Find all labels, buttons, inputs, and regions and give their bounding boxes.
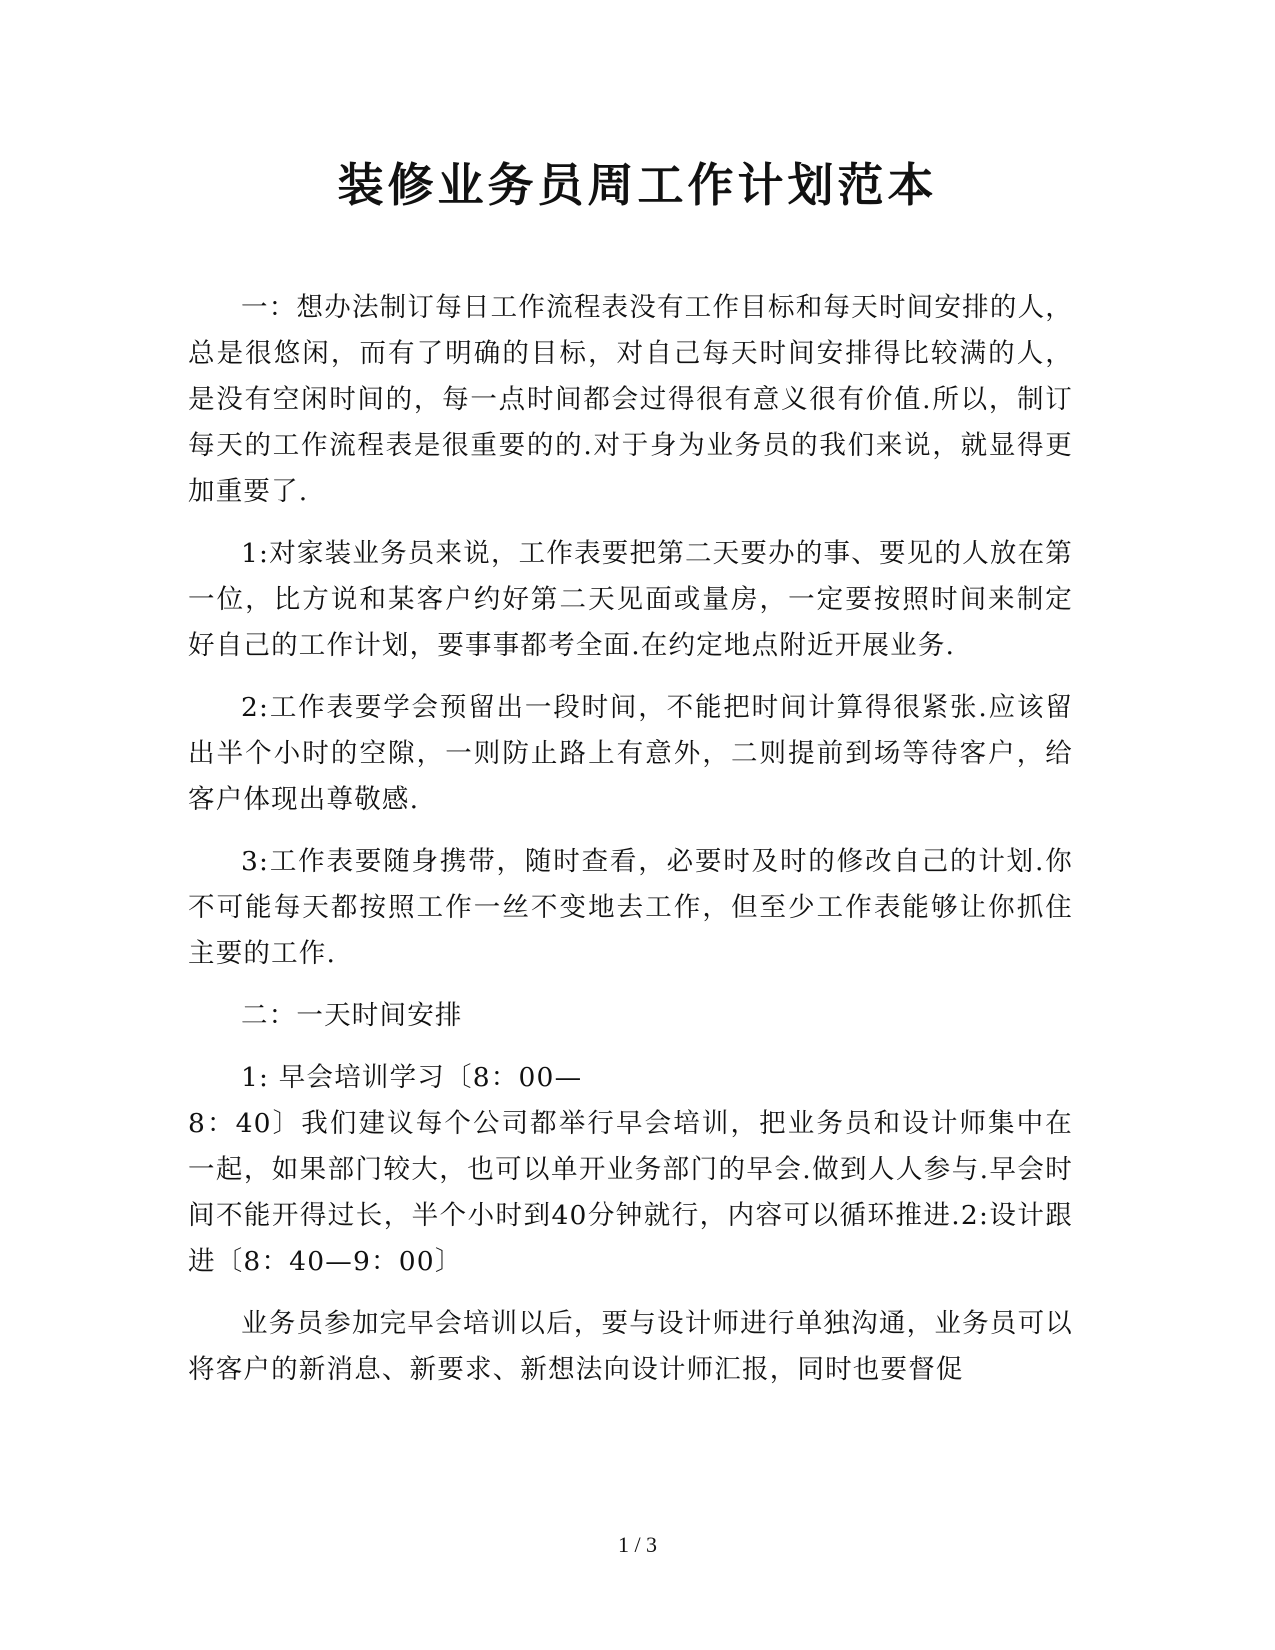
page-number: 1 / 3 <box>617 1532 658 1557</box>
paragraph-point-3: 3:工作表要随身携带，随时查看，必要时及时的修改自己的计划.你不可能每天都按照工作一丝不变地去工作，但至少工作表能够让你抓住主要的工作. <box>188 846 1073 969</box>
paragraph-morning-meeting: 8：40〕我们建议每个公司都举行早会培训，把业务员和设计师集中在一起，如果部门较大，也可以单开业务部门的早会.做到人人参与.早会时间不能开得过长，半个小时到40分钟就行，内容可以循环推进.2:设计跟进〔8：40—9：00〕 <box>188 1108 1073 1277</box>
paragraph-morning-meeting-start: 1: 早会培训学习〔8：00— <box>241 1062 583 1093</box>
section-two-heading: 二：一天时间安排 <box>241 1000 463 1031</box>
document-title: 装修业务员周工作计划范本 <box>337 158 938 212</box>
paragraph-point-2: 2:工作表要学会预留出一段时间，不能把时间计算得很紧张.应该留出半个小时的空隙，一则防止路上有意外，二则提前到场等待客户，给客户体现出尊敬感. <box>188 692 1073 815</box>
paragraph-point-1: 1:对家装业务员来说，工作表要把第二天要办的事、要见的人放在第一位，比方说和某客户约好第二天见面或量房，一定要按照时间来制定好自己的工作计划，要事事都考全面.在约定地点附近开展业务. <box>188 538 1073 661</box>
paragraph-design-follow-up: 业务员参加完早会培训以后，要与设计师进行单独沟通，业务员可以将客户的新消息、新要求、新想法向设计师汇报，同时也要督促 <box>188 1308 1073 1385</box>
document-body <box>188 285 1073 1409</box>
paragraph-section-one: 一：想办法制订每日工作流程表没有工作目标和每天时间安排的人，总是很悠闲，而有了明确的目标，对自己每天时间安排得比较满的人，是没有空闲时间的，每一点时间都会过得很有意义很有价值.所以，制订每天的工作流程表是很重要的的.对于身为业务员的我们来说，就显得更加重要了. <box>188 292 1073 507</box>
